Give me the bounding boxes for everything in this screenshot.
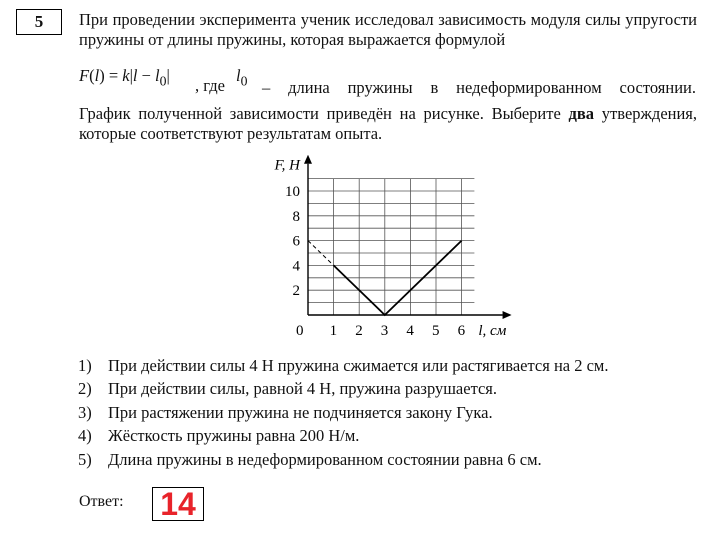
y-tick-label: 4: [292, 258, 300, 275]
x-axis-arrow: [503, 311, 512, 319]
answer-label: Ответ:: [79, 493, 124, 510]
y-tick-label: 10: [285, 184, 300, 200]
y-axis-label: F, Н: [274, 157, 300, 174]
formula: $F(l) = k|l - l_0|$: [79, 66, 170, 89]
y-tick-label: 2: [292, 283, 300, 300]
x-tick-label: 3: [380, 323, 389, 339]
answer-option: 1) При действии силы 4 Н пружина сжимается или растягивается на 2 см.: [78, 355, 609, 375]
answer-option: 4) Жёсткость пружины равна 200 Н/м.: [78, 426, 360, 446]
l0-symbol: $l_0$: [236, 66, 248, 89]
answer-option: 2) При действии силы, равной 4 Н, пружина разрушается.: [78, 379, 498, 399]
question-number: 5: [16, 9, 62, 35]
x-tick-label: 2: [355, 323, 363, 339]
x-tick-label: 4: [406, 323, 414, 339]
answer-field[interactable]: 14: [152, 487, 204, 521]
answer-option: 5) Длина пружины в недеформированном состоянии равна 6 см.: [78, 449, 542, 469]
x-tick-label: 5: [432, 323, 440, 339]
where-text: , где: [195, 76, 225, 95]
graph-instruction: График полученной зависимости приведён на рисунке. Выберите два утверждения, которые соответствуют результатам опыта.: [79, 104, 698, 143]
x-axis-label: l, см: [478, 323, 507, 339]
force-length-chart: [258, 155, 528, 345]
y-axis-arrow: [304, 155, 312, 164]
x-tick-label: 1: [329, 323, 338, 339]
x-tick-label: 0: [296, 323, 304, 339]
answer-option: 3) При растяжении пружина не подчиняется закону Гука.: [78, 402, 493, 422]
y-tick-label: 8: [292, 208, 300, 225]
l0-description: – длина пружины в недеформированном состоянии.: [262, 78, 696, 97]
answer-options: [78, 354, 609, 472]
x-tick-label: 6: [457, 323, 466, 339]
y-tick-label: 6: [292, 233, 300, 250]
intro-text: При проведении эксперимента ученик исследовал зависимость модуля силы упругости пружины от длины пружины, которая выражается формулой: [79, 10, 697, 49]
